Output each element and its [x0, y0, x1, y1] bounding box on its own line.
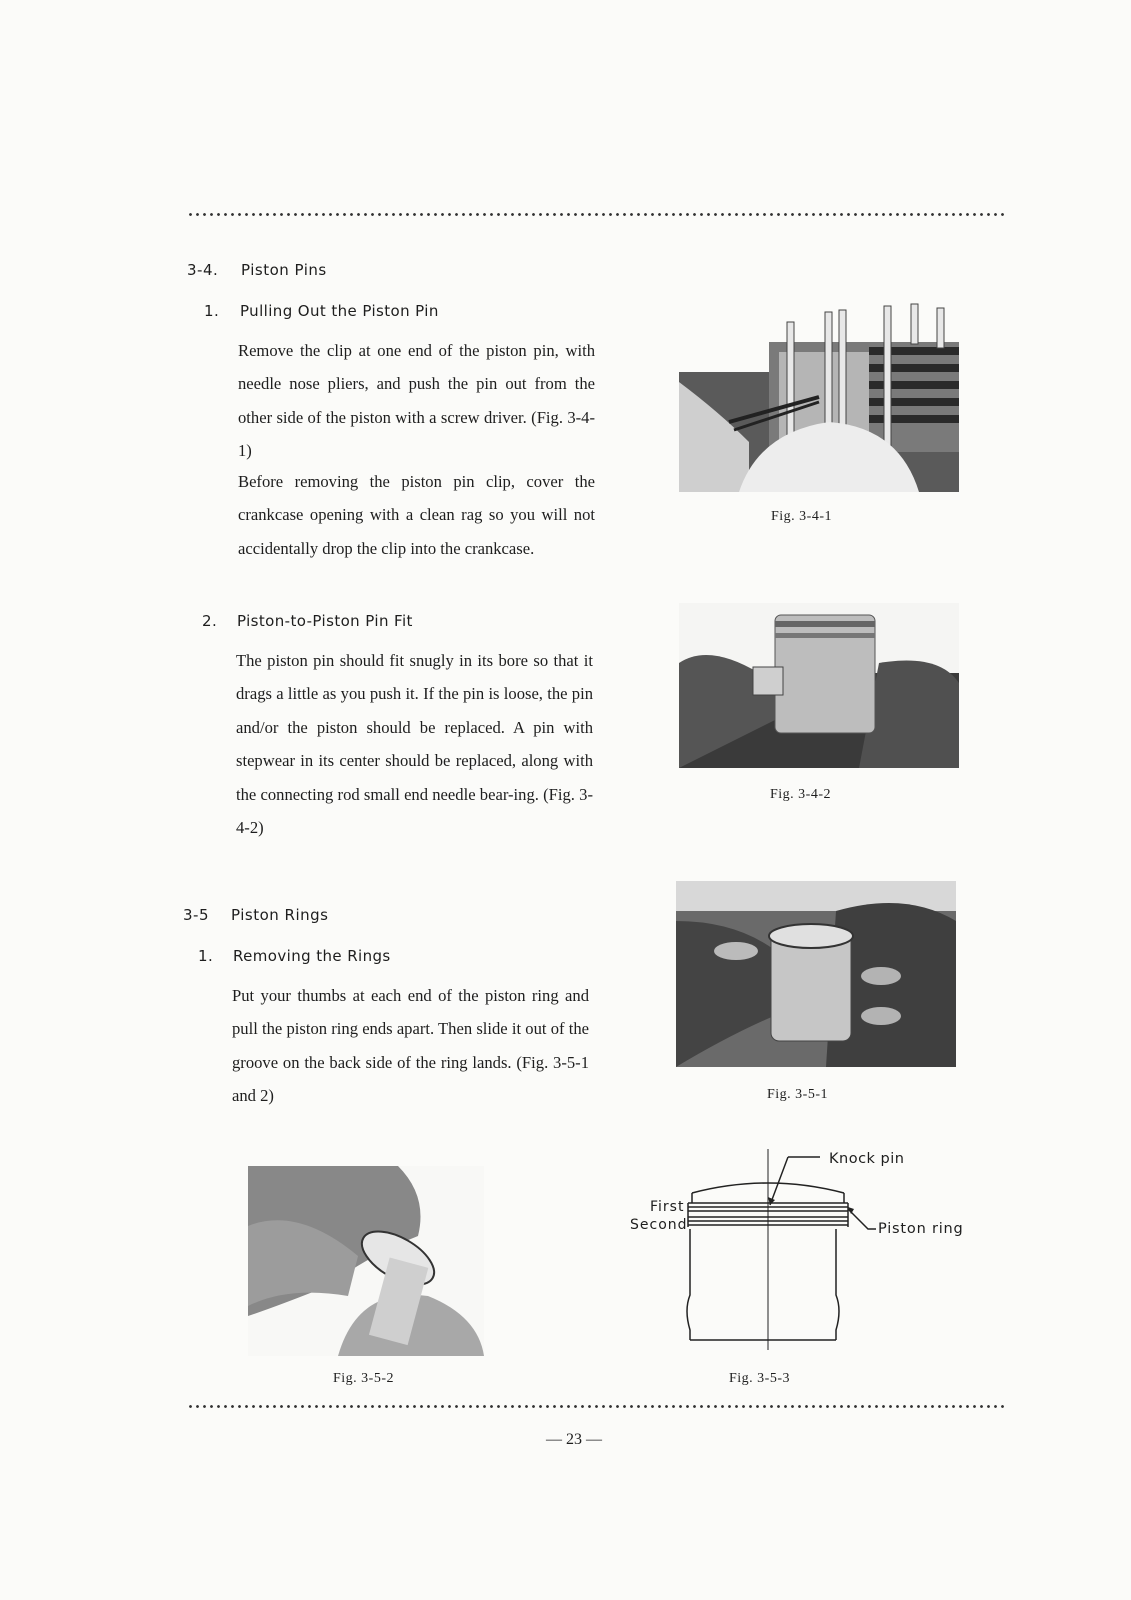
label-second-ring: Second: [630, 1217, 688, 1233]
fig-3-4-2-caption: Fig. 3-4-2: [770, 787, 831, 802]
section-3-4-number: 3-4.: [187, 261, 219, 279]
paragraph-removing-rings: Put your thumbs at each end of the piston ring and pull the piston ring ends apart. Then slide it out of the groove on the back side of the ring lands. (Fig. 3-5-1 and 2): [232, 986, 589, 1106]
subsection-removing-number: 1.: [198, 947, 214, 965]
section-3-4-title: Piston Pins: [241, 261, 327, 279]
page-number: — 23 —: [546, 1431, 602, 1448]
subsection-2-number: 2.: [202, 612, 218, 630]
fig-3-5-2-caption: Fig. 3-5-2: [333, 1371, 394, 1386]
diagram-piston-ring-positions: [620, 1145, 980, 1350]
subsection-1-title: Pulling Out the Piston Pin: [240, 302, 439, 320]
photo-removing-rings: [676, 881, 956, 1067]
subsection-2-title: Piston-to-Piston Pin Fit: [237, 612, 413, 630]
label-first-ring: First: [650, 1199, 685, 1215]
subsection-1-number: 1.: [204, 302, 220, 320]
fig-3-4-1-caption: Fig. 3-4-1: [771, 509, 832, 524]
paragraph-cover-crankcase: Before removing the piston pin clip, cover the crankcase opening with a clean rag so you will not accidentally drop the clip into the crankcase.: [238, 472, 595, 558]
fig-3-5-3-caption: Fig. 3-5-3: [729, 1371, 790, 1386]
label-knock-pin: Knock pin: [829, 1151, 905, 1167]
photo-removing-clip: [679, 302, 959, 492]
section-3-5-title: Piston Rings: [231, 906, 329, 924]
subsection-removing-title: Removing the Rings: [233, 947, 391, 965]
paragraph-pulling-out-pin: Remove the clip at one end of the piston pin, with needle nose pliers, and push the pin out from the other side of the piston with a screw driver. (Fig. 3-4-1): [238, 341, 595, 461]
photo-ring-in-hand: [248, 1166, 484, 1356]
photo-piston-pin-fit: [679, 603, 959, 768]
fig-3-5-1-caption: Fig. 3-5-1: [767, 1087, 828, 1102]
bottom-dotted-rule: [187, 1405, 1004, 1408]
section-3-5-number: 3-5: [183, 906, 209, 924]
paragraph-pin-fit: The piston pin should fit snugly in its bore so that it drags a little as you push it. If the pin is loose, the pin and/or the piston should be replaced. A pin with stepwear in its center should be replaced, along with the connecting rod small end needle bear-ing. (Fig. 3-4-2): [236, 651, 593, 838]
label-piston-ring: Piston ring: [878, 1221, 964, 1237]
top-dotted-rule: [187, 213, 1004, 216]
